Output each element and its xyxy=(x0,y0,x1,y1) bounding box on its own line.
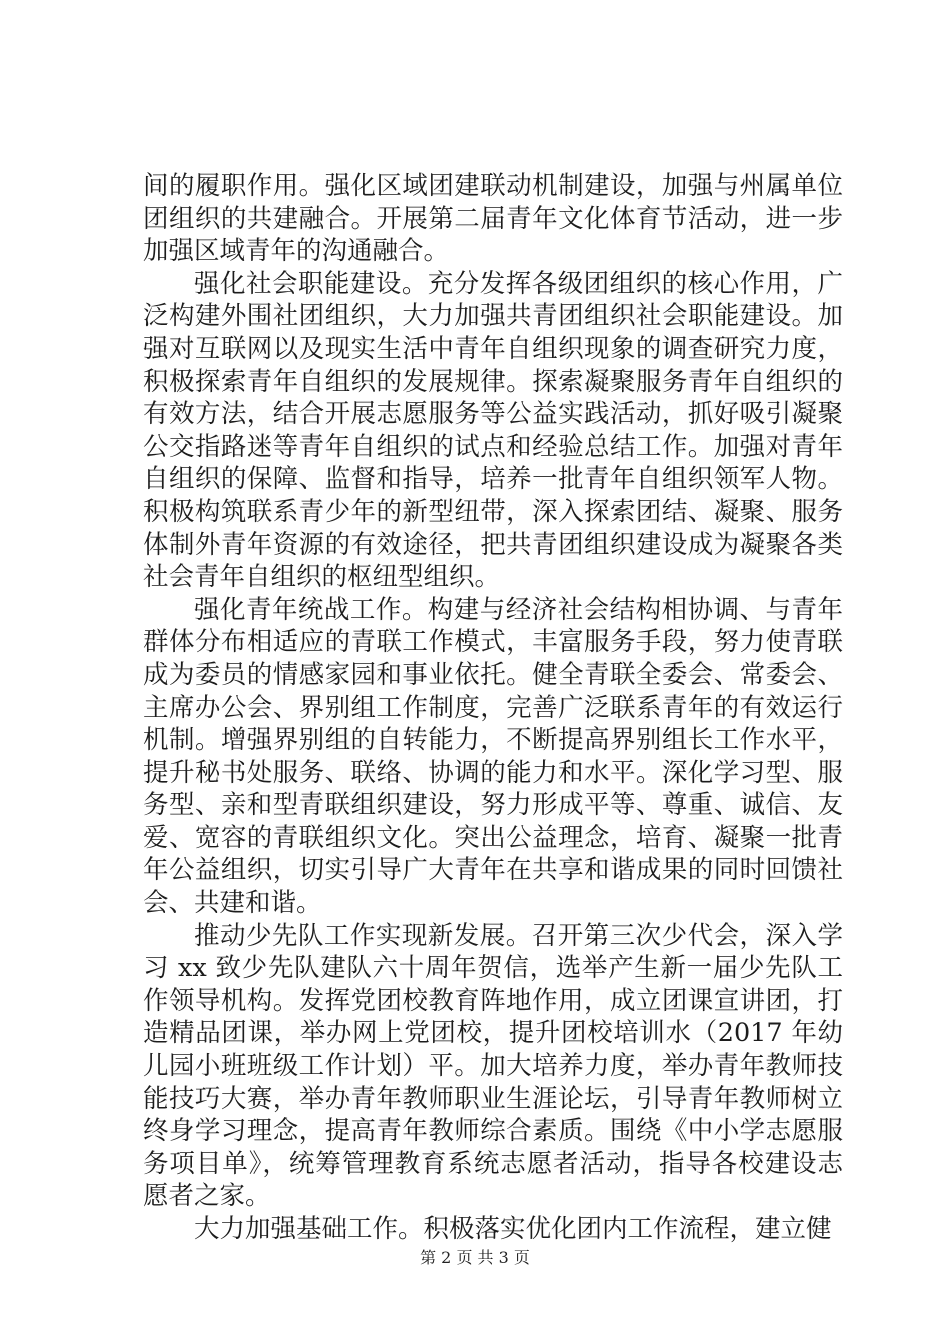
paragraph-youth-united-front: 强化青年统战工作。构建与经济社会结构相协调、与青年群体分布相适应的青联工作模式，丰富服务手段，努力使青联成为委员的情感家园和事业依托。健全青联全委会、常委会、主席办公会、界别组工作制度，完善广泛联系青年的有效运行机制。增强界别组的自转能力，不断提高界别组长工作水平，提升秘书处服务、联络、协调的能力和水平。深化学习型、服务型、亲和型青联组织建设，努力形成平等、尊重、诚信、友爱、宽容的青联组织文化。突出公益理念，培育、凝聚一批青年公益组织，切实引导广大青年在共享和谐成果的同时回馈社会、共建和谐。 xyxy=(143,594,843,919)
paragraph-social-function: 强化社会职能建设。充分发挥各级团组织的核心作用，广泛构建外围社团组织，大力加强共青团组织社会职能建设。加强对互联网以及现实生活中青年自组织现象的调查研究力度，积极探索青年自组织的发展规律。探索凝聚服务青年自组织的有效方法，结合开展志愿服务等公益实践活动，抓好吸引凝聚公交指路迷等青年自组织的试点和经验总结工作。加强对青年自组织的保障、监督和指导，培养一批青年自组织领军人物。积极构筑联系青少年的新型纽带，深入探索团结、凝聚、服务体制外青年资源的有效途径，把共青团组织建设成为凝聚各类社会青年自组织的枢纽型组织。 xyxy=(143,268,843,593)
document-body xyxy=(143,170,843,1246)
page-footer: 第 2 页 共 3 页 xyxy=(420,1248,530,1267)
paragraph-young-pioneers: 推动少先队工作实现新发展。召开第三次少代会，深入学习 xx 致少先队建队六十周年贺信，选举产生新一届少先队工作领导机构。发挥党团校教育阵地作用，成立团课宣讲团，打造精品团课，举办网上党团校，提升团校培训水（2017 年幼儿园小班班级工作计划）平。加大培养力度，举办青年教师技能技巧大赛，举办青年教师职业生涯论坛，引导青年教师树立终身学习理念，提高青年教师综合素质。围绕《中小学志愿服务项目单》，统筹管理教育系统志愿者活动，指导各校建设志愿者之家。 xyxy=(143,920,843,1212)
paragraph-continuation: 间的履职作用。强化区域团建联动机制建设，加强与州属单位团组织的共建融合。开展第二届青年文化体育节活动，进一步加强区域青年的沟通融合。 xyxy=(143,171,843,267)
paragraph-basic-work: 大力加强基础工作。积极落实优化团内工作流程，建立健 xyxy=(194,1214,832,1244)
